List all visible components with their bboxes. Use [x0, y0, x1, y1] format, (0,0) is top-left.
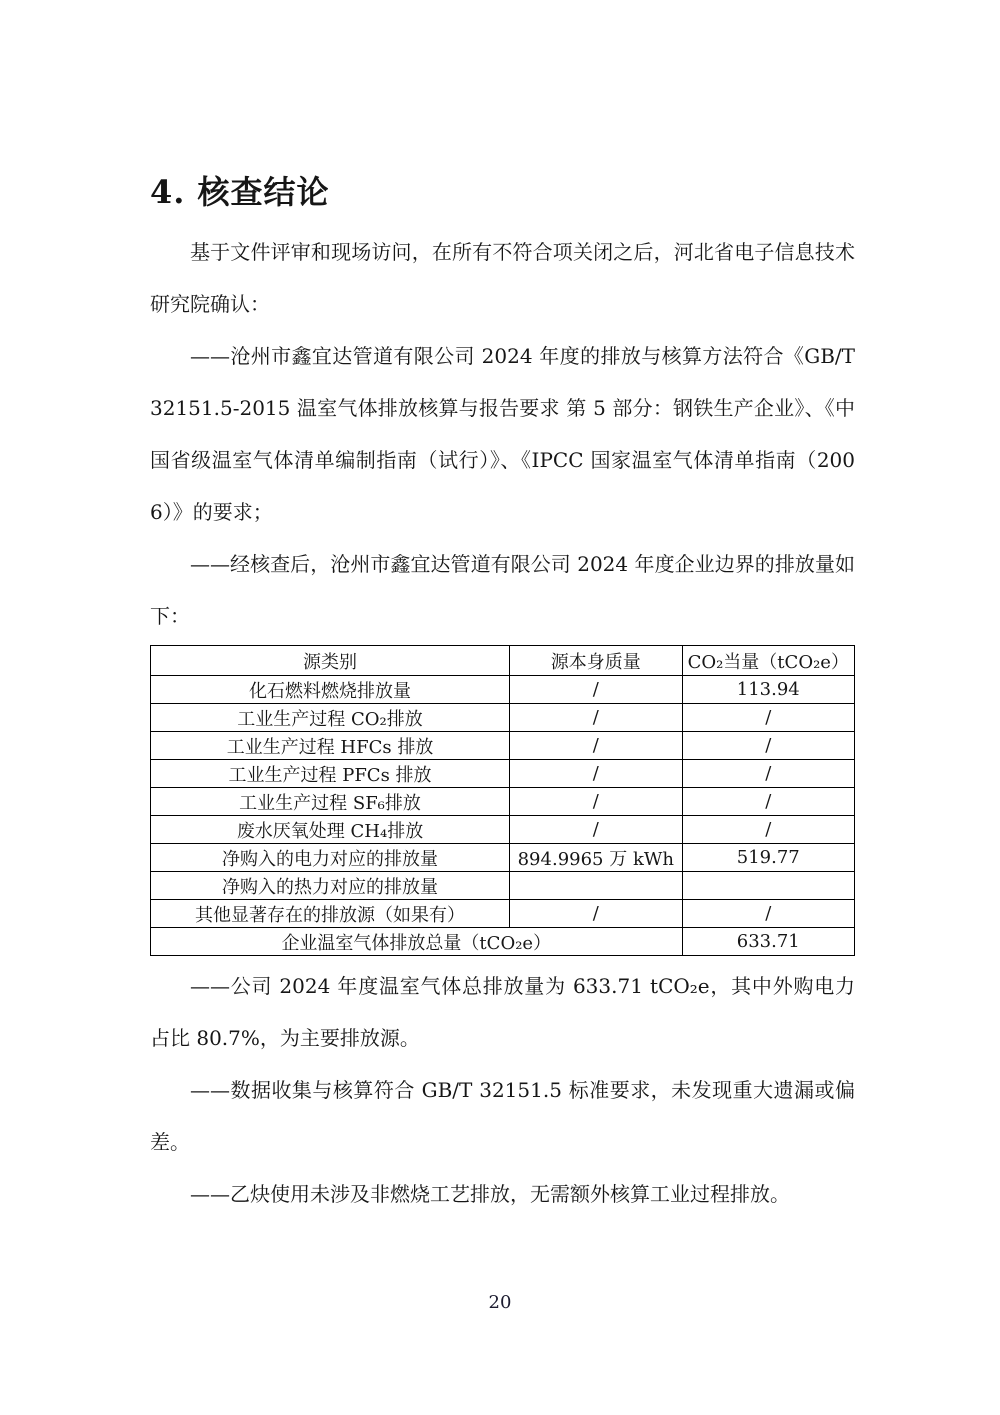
table-cell: 113.94 — [682, 676, 854, 704]
table-cell: / — [510, 788, 682, 816]
table-cell: / — [510, 676, 682, 704]
table-cell: 519.77 — [682, 844, 854, 872]
table-row — [151, 872, 855, 900]
table-cell: 废水厌氧处理 CH₄排放 — [151, 816, 510, 844]
table-cell — [682, 872, 854, 900]
table-row — [151, 900, 855, 928]
table-row — [151, 844, 855, 872]
table-cell: / — [510, 816, 682, 844]
paragraph-acetylene-note: ——乙炔使用未涉及非燃烧工艺排放，无需额外核算工业过程排放。 — [190, 1182, 790, 1206]
paragraph-total-emissions: ——公司 2024 年度温室气体总排放量为 633.71 tCO₂e，其中外购电力占比 80.7%，为主要排放源。 — [150, 974, 855, 1050]
table-total-row — [151, 928, 855, 956]
table-cell: 工业生产过程 HFCs 排放 — [151, 732, 510, 760]
paragraph-boundary-emissions-intro: ——经核查后，沧州市鑫宜达管道有限公司 2024 年度企业边界的排放量如下： — [150, 552, 855, 628]
table-cell: 化石燃料燃烧排放量 — [151, 676, 510, 704]
paragraph-data-collection: ——数据收集与核算符合 GB/T 32151.5 标准要求，未发现重大遗漏或偏差。 — [150, 1078, 855, 1154]
table-cell: 净购入的电力对应的排放量 — [151, 844, 510, 872]
table-cell: 工业生产过程 CO₂排放 — [151, 704, 510, 732]
table-cell: / — [510, 900, 682, 928]
table-row — [151, 788, 855, 816]
emission-table-header — [151, 646, 855, 676]
table-row — [151, 704, 855, 732]
table-cell — [510, 872, 682, 900]
header-source-mass: 源本身质量 — [510, 646, 682, 676]
total-value-cell: 633.71 — [682, 928, 854, 956]
table-cell: 工业生产过程 SF₆排放 — [151, 788, 510, 816]
header-co2-equivalent: CO₂当量（tCO₂e） — [682, 646, 854, 676]
table-row — [151, 732, 855, 760]
table-cell: 其他显著存在的排放源（如果有） — [151, 900, 510, 928]
table-cell: / — [682, 732, 854, 760]
paragraph-methodology-compliance: ——沧州市鑫宜达管道有限公司 2024 年度的排放与核算方法符合《GB/T 32151.5-2015 温室气体排放核算与报告要求 第 5 部分：钢铁生产企业》、《中国省级温室气体清单编制指南（试行）》、《IPCC 国家温室气体清单指南（2006）》的要求； — [150, 344, 855, 524]
table-cell: 净购入的热力对应的排放量 — [151, 872, 510, 900]
table-cell: / — [682, 788, 854, 816]
table-header-row — [151, 646, 855, 676]
table-row — [151, 676, 855, 704]
table-cell: / — [510, 704, 682, 732]
section-heading: 4. 核查结论 — [150, 173, 330, 211]
table-cell: / — [682, 760, 854, 788]
header-source-category: 源类别 — [151, 646, 510, 676]
table-cell: 894.9965 万 kWh — [510, 844, 682, 872]
table-row — [151, 816, 855, 844]
emission-table-total — [151, 928, 855, 956]
table-cell: / — [510, 760, 682, 788]
page-number: 20 — [488, 1292, 512, 1313]
paragraph-confirmation-intro: 基于文件评审和现场访问，在所有不符合项关闭之后，河北省电子信息技术研究院确认： — [150, 240, 855, 316]
table-cell: / — [682, 900, 854, 928]
table-cell: / — [510, 732, 682, 760]
emission-table-body — [151, 676, 855, 928]
table-cell: / — [682, 704, 854, 732]
emission-summary-table — [150, 645, 855, 956]
total-label-cell: 企业温室气体排放总量（tCO₂e） — [151, 928, 683, 956]
table-cell: / — [682, 816, 854, 844]
table-cell: 工业生产过程 PFCs 排放 — [151, 760, 510, 788]
table-row — [151, 760, 855, 788]
